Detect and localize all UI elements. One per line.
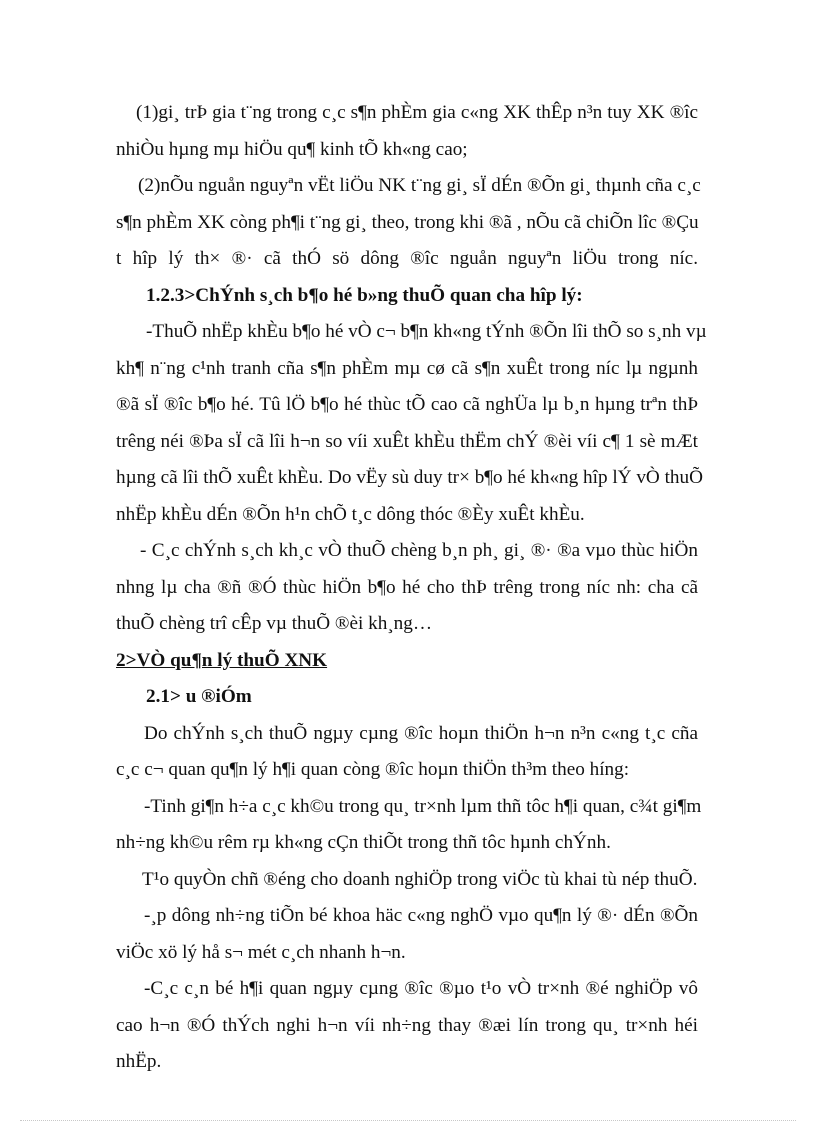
paragraph-line: -Tinh gi¶n h÷a c¸c kh©u trong qu¸ tr×nh lµm thñ tôc h¶i quan, c¾t gi¶m bbox=[144, 795, 702, 817]
paragraph-line: - C¸c chÝnh s¸ch kh¸c vÒ thuÕ chèng b¸n ph¸ gi¸ ®· ®a vµo thùc hiÖn bbox=[140, 540, 698, 561]
paragraph-line: hµng cã lîi thÕ xuÊt khÈu. Do vËy sù duy tr× b¶o hé kh«ng hîp lÝ vÒ thuÕ bbox=[116, 467, 703, 488]
paragraph-line: thuÕ chèng trî cÊp vµ thuÕ ®èi kh¸ng… bbox=[116, 613, 433, 634]
paragraph-line: nhng lµ cha ®ñ ®Ó thùc hiÖn b¶o hé cho thÞ trêng trong níc nh: cha cã bbox=[116, 576, 698, 598]
paragraph-line: c¸c c¬ quan qu¶n lý h¶i quan còng ®îc hoµn thiÖn th³m theo híng: bbox=[116, 759, 630, 780]
paragraph-line: (1)gi¸ trÞ gia t¨ng trong c¸c s¶n phÈm gia c«ng XK thÊp n³n tuy XK ®îc bbox=[136, 102, 698, 123]
paragraph-line: nh÷ng kh©u rêm rµ kh«ng cÇn thiÕt trong thñ tôc hµnh chÝnh. bbox=[116, 832, 611, 853]
paragraph-line: viÖc xö lý hå s¬ mét c¸ch nhanh h¬n. bbox=[116, 941, 406, 963]
paragraph-line: (2)nÕu nguån nguyªn vËt liÖu NK t¨ng gi¸ sÏ dÉn ®Õn gi¸ thµnh cña c¸c bbox=[138, 175, 701, 196]
paragraph-line: trêng néi ®Þa sÏ cã lîi h¬n so víi xuÊt khÈu thËm chÝ ®èi víi c¶ 1 sè mÆt bbox=[116, 430, 698, 452]
paragraph-line: nhiÒu hµng mµ hiÖu qu¶ kinh tÕ kh«ng cao; bbox=[116, 138, 468, 160]
paragraph-line: cao h¬n ®Ó thÝch nghi h¬n víi nh÷ng thay ®æi lín trong qu¸ tr×nh héi bbox=[116, 1014, 698, 1036]
paragraph-line: nhËp khÈu dÉn ®Õn h¹n chÕ t¸c dông thóc ®Èy xuÊt khÈu. bbox=[116, 503, 585, 525]
section-heading: 1.2.3>ChÝnh s¸ch b¶o hé b»ng thuÕ quan cha hîp lý: bbox=[146, 284, 583, 306]
subsection-heading: 2.1> u ®iÓm bbox=[146, 686, 252, 707]
paragraph-line: -¸p dông nh÷ng tiÕn bé khoa häc c«ng nghÖ vµo qu¶n lý ®· dÉn ®Õn bbox=[144, 905, 698, 926]
paragraph-line: kh¶ n¨ng c¹nh tranh cña s¶n phÈm mµ cø cã s¶n xuÊt trong níc lµ ngµnh bbox=[116, 357, 698, 379]
paragraph-line: nhËp. bbox=[116, 1051, 162, 1072]
document-page bbox=[116, 95, 707, 1081]
paragraph-line: T¹o quyÒn chñ ®éng cho doanh nghiÖp trong viÖc tù khai tù nép thuÕ. bbox=[142, 868, 698, 890]
paragraph-line: -C¸c c¸n bé h¶i quan ngµy cµng ®îc ®µo t¹o vÒ tr×nh ®é nghiÖp vô bbox=[144, 978, 698, 999]
paragraph-line: -ThuÕ nhËp khÈu b¶o hé vÒ c¬ b¶n kh«ng tÝnh ®Õn lîi thÕ so s¸nh vµ bbox=[146, 321, 707, 342]
paragraph-line: ®ã sÏ ®îc b¶o hé. Tû lÖ b¶o hé thùc tÕ cao cã nghÜa lµ b¸n hµng trªn thÞ bbox=[116, 394, 698, 415]
paragraph-line: Do chÝnh s¸ch thuÕ ngµy cµng ®îc hoµn thiÖn h¬n n³n c«ng t¸c cña bbox=[144, 722, 698, 744]
section-heading: 2>VÒ qu¶n lý thuÕ XNK bbox=[116, 649, 328, 671]
page-bottom-divider bbox=[20, 1120, 796, 1121]
paragraph-line: t hîp lý th× ®· cã thÓ sö dông ®îc nguån nguyªn liÖu trong níc. bbox=[116, 248, 698, 269]
paragraph-line: s¶n phÈm XK còng ph¶i t¨ng gi¸ theo, trong khi ®ã , nÕu cã chiÕn lîc ®Çu bbox=[116, 211, 699, 233]
